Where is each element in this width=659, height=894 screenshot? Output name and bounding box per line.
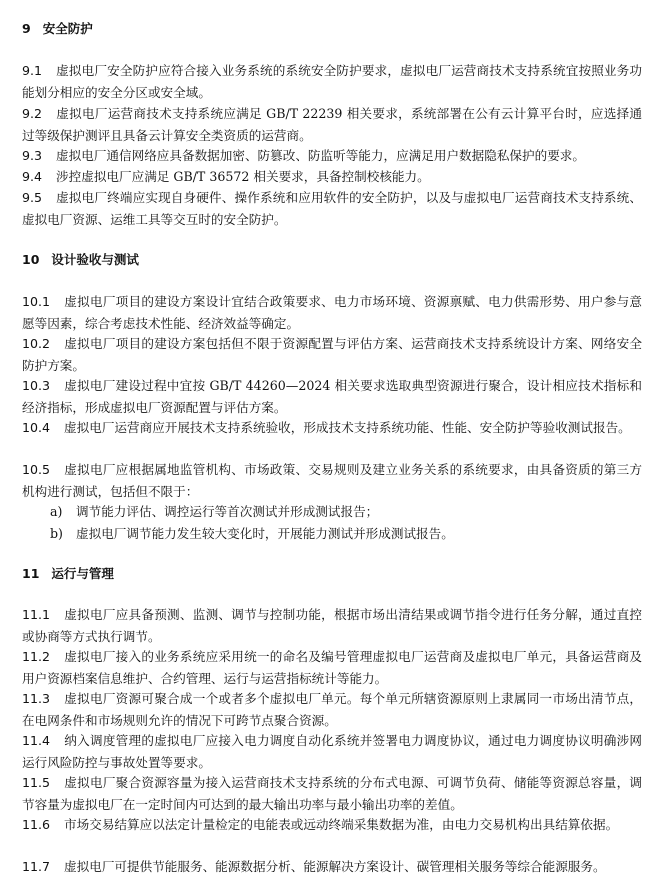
section-title: 安全防护 (42, 21, 93, 36)
clause-9-1 (22, 60, 642, 104)
clause-text: 虚拟电厂终端应实现自身硬件、操作系统和应用软件的安全防护，以及与虚拟电厂运营商技术支持系统、虚拟电厂资源、运维工具等交互时的安全防护。 (22, 190, 642, 227)
clause-10-5 (22, 459, 642, 503)
clause-11-1 (22, 604, 642, 648)
list-item-text: 调节能力评估、调控运行等首次测试并形成测试报告； (76, 504, 379, 519)
clause-text: 虚拟电厂项目的建设方案设计宜结合政策要求、电力市场环境、资源禀赋、电力供需形势、用户参与意愿等因素，综合考虑技术性能、经济效益等确定。 (22, 294, 642, 331)
clause-11-3 (22, 688, 642, 732)
clause-number: 11.7 (22, 859, 51, 874)
clause-9-5 (22, 187, 642, 231)
section-heading-10 (22, 252, 139, 268)
clause-number: 10.1 (22, 294, 51, 309)
clause-text: 虚拟电厂可提供节能服务、能源数据分析、能源解决方案设计、碳管理相关服务等综合能源服务。 (64, 859, 606, 874)
list-item-b (50, 523, 640, 545)
clause-number: 10.2 (22, 336, 51, 351)
clause-11-6 (22, 814, 642, 836)
clause-9-4 (22, 166, 642, 188)
section-title: 设计验收与测试 (51, 252, 139, 267)
clause-number: 9.2 (22, 106, 43, 121)
clause-number: 11.5 (22, 775, 51, 790)
list-marker: a) (50, 504, 63, 519)
clause-number: 9.4 (22, 169, 43, 184)
list-item-a (50, 501, 640, 523)
clause-text: 虚拟电厂接入的业务系统应采用统一的命名及编号管理虚拟电厂运营商及虚拟电厂单元，具备运营商及用户资源档案信息维护、合约管理、运行与运营指标统计等能力。 (22, 649, 642, 686)
clause-10-3 (22, 375, 642, 419)
clause-text: 虚拟电厂运营商技术支持系统应满足 GB/T 22239 相关要求，系统部署在公有云计算平台时，应选择通过等级保护测评且具备云计算安全类资质的运营商。 (22, 106, 642, 143)
clause-number: 10.3 (22, 378, 51, 393)
clause-9-3 (22, 145, 642, 167)
section-number: 9 (22, 21, 31, 36)
clause-text: 纳入调度管理的虚拟电厂应接入电力调度自动化系统并签署电力调度协议，通过电力调度协议明确涉网运行风险防控与事故处置等要求。 (22, 733, 642, 770)
clause-11-5 (22, 772, 642, 816)
clause-text: 虚拟电厂应具备预测、监测、调节与控制功能，根据市场出清结果或调节指令进行任务分解，通过直控或协商等方式执行调节。 (22, 607, 642, 644)
clause-text: 虚拟电厂资源可聚合成一个或者多个虚拟电厂单元。每个单元所辖资源原则上隶属同一市场出清节点，在电网条件和市场规则允许的情况下可跨节点聚合资源。 (22, 691, 642, 728)
clause-11-4 (22, 730, 642, 774)
clause-number: 11.4 (22, 733, 51, 748)
clause-number: 10.5 (22, 462, 51, 477)
clause-text: 虚拟电厂建设过程中宜按 GB/T 44260—2024 相关要求选取典型资源进行聚合，设计相应技术指标和经济指标，形成虚拟电厂资源配置与评估方案。 (22, 378, 642, 415)
clause-10-4 (22, 417, 642, 439)
clause-text: 虚拟电厂安全防护应符合接入业务系统的系统安全防护要求，虚拟电厂运营商技术支持系统宜按照业务功能划分相应的安全分区或安全域。 (22, 63, 642, 100)
clause-text: 虚拟电厂应根据属地监管机构、市场政策、交易规则及建立业务关系的系统要求，由具备资质的第三方机构进行测试，包括但不限于： (22, 462, 642, 499)
clause-text: 虚拟电厂项目的建设方案包括但不限于资源配置与评估方案、运营商技术支持系统设计方案、网络安全防护方案。 (22, 336, 642, 373)
clause-11-2 (22, 646, 642, 690)
section-number: 11 (22, 566, 40, 581)
clause-number: 10.4 (22, 420, 51, 435)
clause-number: 11.1 (22, 607, 51, 622)
section-title: 运行与管理 (51, 566, 114, 581)
clause-number: 11.2 (22, 649, 51, 664)
clause-number: 9.3 (22, 148, 43, 163)
list-item-text: 虚拟电厂调节能力发生较大变化时，开展能力测试并形成测试报告。 (76, 526, 454, 541)
clause-text: 虚拟电厂通信网络应具备数据加密、防篡改、防监听等能力，应满足用户数据隐私保护的要求。 (56, 148, 585, 163)
clause-text: 虚拟电厂聚合资源容量为接入运营商技术支持系统的分布式电源、可调节负荷、储能等资源总容量，调节容量为虚拟电厂在一定时间内可达到的最大输出功率与最小输出功率的差值。 (22, 775, 642, 812)
clause-text: 涉控虚拟电厂应满足 GB/T 36572 相关要求，具备控制校核能力。 (56, 169, 430, 184)
clause-text: 虚拟电厂运营商应开展技术支持系统验收，形成技术支持系统功能、性能、安全防护等验收测试报告。 (64, 420, 631, 435)
clause-11-7 (22, 856, 642, 878)
section-number: 10 (22, 252, 40, 267)
clause-number: 9.5 (22, 190, 43, 205)
clause-number: 11.6 (22, 817, 51, 832)
clause-number: 11.3 (22, 691, 51, 706)
list-marker: b) (50, 526, 63, 541)
clause-9-2 (22, 103, 642, 147)
clause-10-2 (22, 333, 642, 377)
section-heading-9 (22, 21, 93, 37)
clause-number: 9.1 (22, 63, 43, 78)
clause-text: 市场交易结算应以法定计量检定的电能表或远动终端采集数据为准，由电力交易机构出具结算依据。 (64, 817, 619, 832)
section-heading-11 (22, 566, 114, 582)
clause-10-1 (22, 291, 642, 335)
